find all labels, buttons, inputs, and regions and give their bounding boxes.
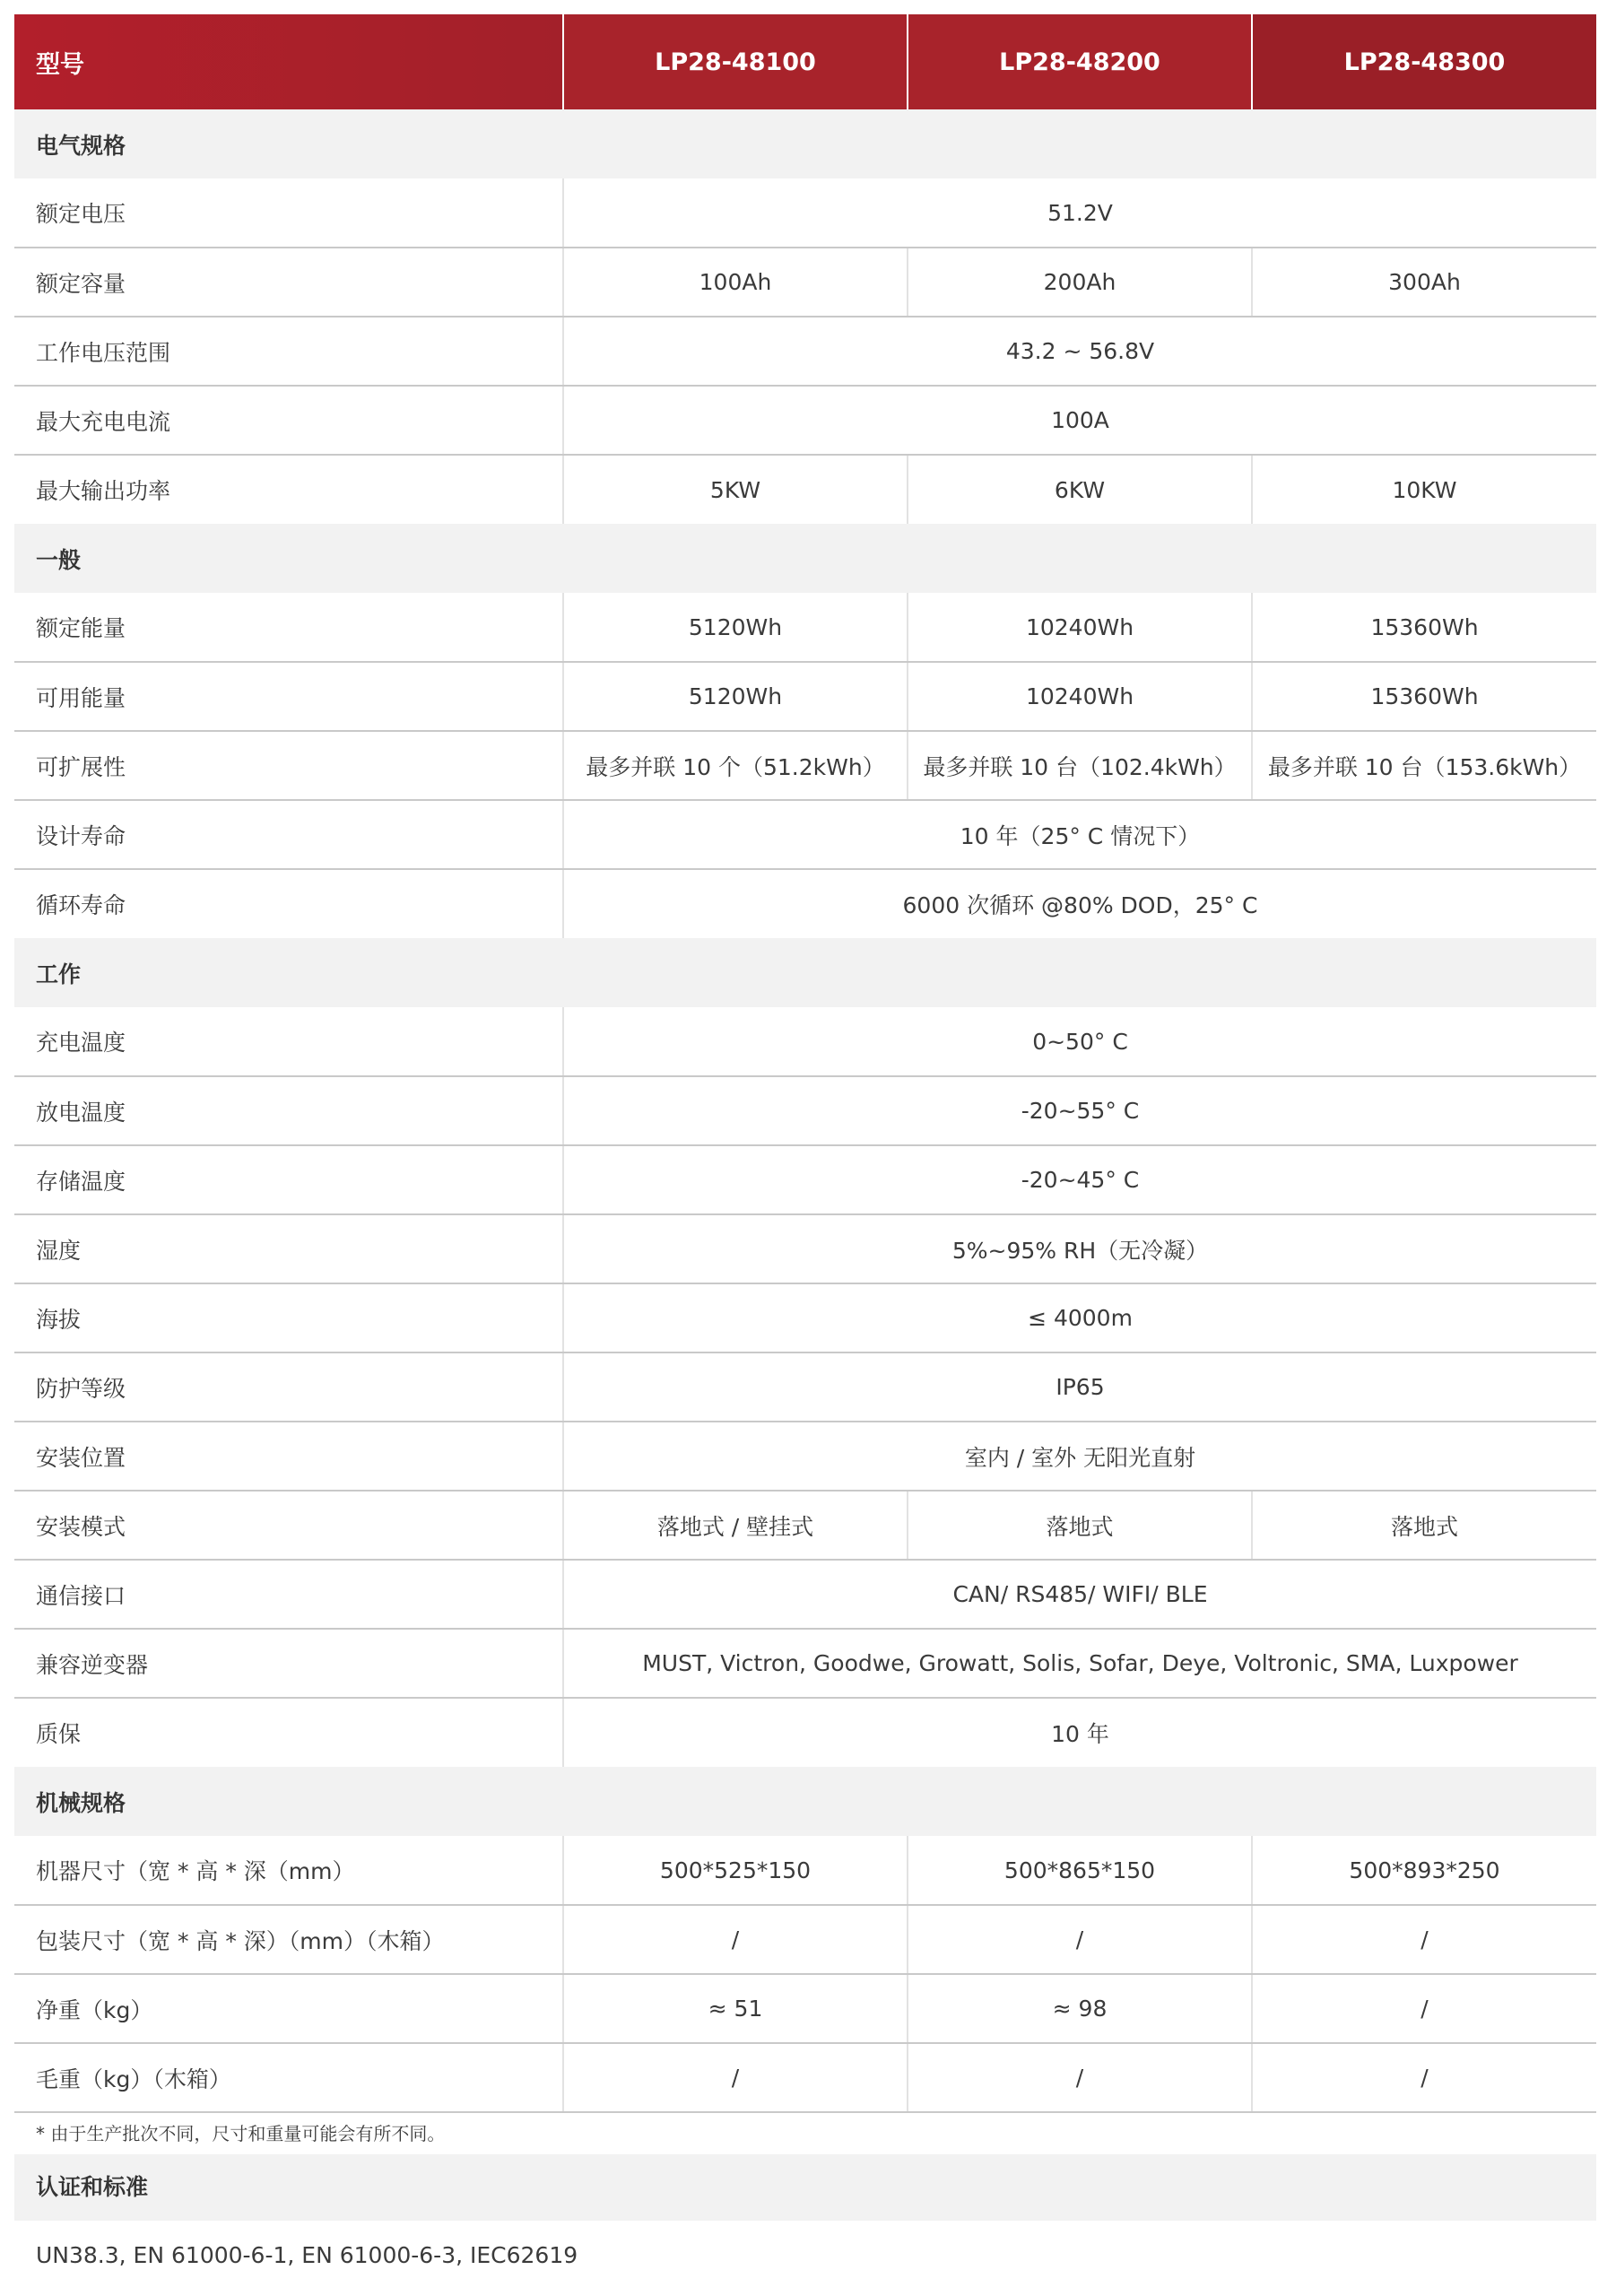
spec-value-model-2: 10240Wh: [908, 593, 1252, 662]
spec-label: 包装尺寸（宽 * 高 * 深）（mm）（木箱）: [14, 1905, 563, 1974]
spec-label: 防护等级: [14, 1352, 563, 1422]
spec-value-merged: -20~45° C: [563, 1145, 1596, 1214]
spec-value-model-2: 200Ah: [908, 248, 1252, 317]
spec-value-merged: 0~50° C: [563, 1007, 1596, 1076]
spec-value-merged: 10 年（25° C 情况下）: [563, 800, 1596, 869]
certification-standards: UN38.3, EN 61000-6-1, EN 61000-6-3, IEC62619: [36, 2242, 578, 2268]
table-row: [14, 1974, 1596, 2043]
spec-value-merged: -20~55° C: [563, 1076, 1596, 1145]
spec-value-model-1: 100Ah: [563, 248, 908, 317]
table-row: [14, 248, 1596, 317]
table-row: [14, 1905, 1596, 1974]
spec-label: 循环寿命: [36, 892, 126, 918]
spec-value-merged: 室内 / 室外 无阳光直射: [563, 1422, 1596, 1491]
table-row: [14, 317, 1596, 386]
certification-title: 认证和标准: [14, 2154, 1596, 2221]
spec-label: 额定能量: [14, 593, 563, 662]
spec-label: 安装模式: [14, 1491, 563, 1560]
table-row: [14, 178, 1596, 248]
spec-value-merged: ≤ 4000m: [563, 1283, 1596, 1352]
spec-value-merged: 100A: [563, 386, 1596, 455]
section-title: 工作: [14, 938, 1596, 1007]
spec-value-merged: MUST, Victron, Goodwe, Growatt, Solis, Sofar, Deye, Voltronic, SMA, Luxpower: [563, 1629, 1596, 1698]
spec-value-model-3: 300Ah: [1252, 248, 1596, 317]
spec-sheet: [14, 14, 1596, 2291]
spec-label: 可用能量: [14, 662, 563, 731]
spec-value-model-1: /: [563, 2043, 908, 2112]
spec-label: 通信接口: [14, 1560, 563, 1629]
table-row: [14, 1145, 1596, 1214]
footnote: * 由于生产批次不同，尺寸和重量可能会有所不同。: [36, 2123, 446, 2144]
table-header-row: [14, 14, 1596, 109]
spec-value-model-3: /: [1252, 1905, 1596, 1974]
spec-table: [14, 14, 1596, 2113]
spec-value-merged: 5%~95% RH（无冷凝）: [563, 1214, 1596, 1283]
spec-value-model-2: /: [908, 1905, 1252, 1974]
spec-label: 最大输出功率: [36, 478, 171, 504]
spec-value-model-1: /: [563, 1905, 908, 1974]
spec-label: 设计寿命: [14, 800, 563, 869]
spec-value-model-2: /: [908, 2043, 1252, 2112]
table-row: [14, 1214, 1596, 1283]
spec-label: 质保: [36, 1721, 82, 1747]
spec-value-model-3: 15360Wh: [1252, 662, 1596, 731]
spec-label: 充电温度: [14, 1007, 563, 1076]
spec-value-model-1: 500*525*150: [563, 1836, 908, 1905]
spec-value-model-3: 落地式: [1252, 1491, 1596, 1560]
table-row: [14, 1007, 1596, 1076]
spec-label: 最大充电电流: [14, 386, 563, 455]
spec-value-model-3: 15360Wh: [1252, 593, 1596, 662]
spec-label: 海拔: [14, 1283, 563, 1352]
table-row: [14, 1698, 1596, 1767]
spec-label: 额定容量: [14, 248, 563, 317]
section-title: 电气规格: [14, 109, 1596, 178]
spec-value-merged: 10 年: [563, 1698, 1596, 1767]
section-header-row: [14, 109, 1596, 178]
table-row: [14, 800, 1596, 869]
spec-label: 可扩展性: [14, 731, 563, 800]
spec-value-merged: 51.2V: [563, 178, 1596, 248]
spec-value-model-1: 5KW: [563, 455, 908, 524]
spec-label: 额定电压: [14, 178, 563, 248]
spec-label: 放电温度: [14, 1076, 563, 1145]
model-header-1: LP28-48100: [563, 14, 908, 109]
table-row: [14, 1560, 1596, 1629]
spec-value-model-2: 落地式: [908, 1491, 1252, 1560]
spec-value-model-1: 5120Wh: [563, 662, 908, 731]
spec-value-model-2: 6KW: [908, 455, 1252, 524]
table-row: [14, 1836, 1596, 1905]
spec-value-model-3: 最多并联 10 台（153.6kWh）: [1252, 731, 1596, 800]
table-row: [14, 2043, 1596, 2112]
spec-value-model-3: /: [1252, 1974, 1596, 2043]
section-title: 一般: [14, 524, 1596, 593]
section-header-row: [14, 524, 1596, 593]
spec-label: 安装位置: [14, 1422, 563, 1491]
model-header-2: LP28-48200: [908, 14, 1252, 109]
spec-label: 兼容逆变器: [14, 1629, 563, 1698]
spec-value-merged: 43.2 ~ 56.8V: [563, 317, 1596, 386]
spec-value-model-1: 落地式 / 壁挂式: [563, 1491, 908, 1560]
table-row: [14, 662, 1596, 731]
spec-label: 工作电压范围: [14, 317, 563, 386]
spec-value-model-2: ≈ 98: [908, 1974, 1252, 2043]
spec-label: 净重（kg）: [14, 1974, 563, 2043]
spec-label: 存储温度: [14, 1145, 563, 1214]
model-header-3: LP28-48300: [1252, 14, 1596, 109]
section-header-row: [14, 1767, 1596, 1836]
spec-value-model-1: 5120Wh: [563, 593, 908, 662]
spec-label: 毛重（kg）（木箱）: [14, 2043, 563, 2112]
model-label-header: 型号: [14, 14, 563, 109]
spec-table-body: [14, 109, 1596, 2112]
spec-value-merged: IP65: [563, 1352, 1596, 1422]
table-row: [14, 1422, 1596, 1491]
spec-value-model-1: ≈ 51: [563, 1974, 908, 2043]
section-header-row: [14, 938, 1596, 1007]
table-row: [14, 1629, 1596, 1698]
spec-label: 机器尺寸（宽 * 高 * 深（mm）: [14, 1836, 563, 1905]
table-row: [14, 386, 1596, 455]
spec-value-model-2: 最多并联 10 台（102.4kWh）: [908, 731, 1252, 800]
spec-value-model-3: 500*893*250: [1252, 1836, 1596, 1905]
spec-value-model-2: 500*865*150: [908, 1836, 1252, 1905]
spec-value-model-3: 10KW: [1252, 455, 1596, 524]
spec-value-model-2: 10240Wh: [908, 662, 1252, 731]
table-row: [14, 1491, 1596, 1560]
section-title: 机械规格: [14, 1767, 1596, 1836]
spec-value-model-1: 最多并联 10 个（51.2kWh）: [563, 731, 908, 800]
table-row: [14, 1352, 1596, 1422]
table-row: [14, 455, 1596, 524]
spec-value-merged: CAN/ RS485/ WIFI/ BLE: [563, 1560, 1596, 1629]
table-row: [14, 731, 1596, 800]
table-row: [14, 1283, 1596, 1352]
table-row: [14, 1076, 1596, 1145]
spec-value-merged: 6000 次循环 @80% DOD，25° C: [563, 869, 1596, 938]
table-row: [14, 593, 1596, 662]
spec-value-model-3: /: [1252, 2043, 1596, 2112]
spec-label: 湿度: [14, 1214, 563, 1283]
table-row: [14, 869, 1596, 938]
